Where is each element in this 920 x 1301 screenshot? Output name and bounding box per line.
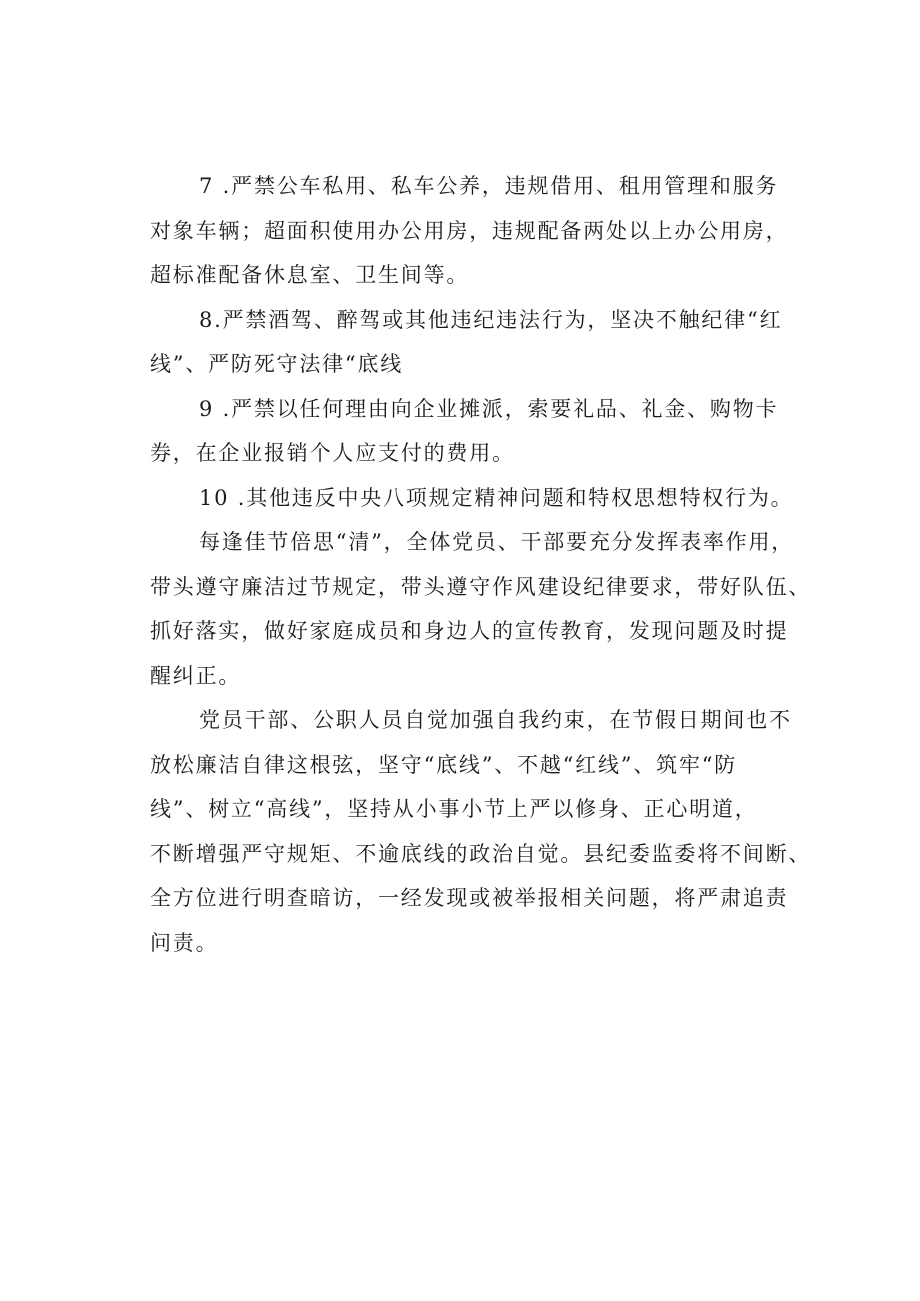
paragraph-festival-line-4: 醒纠正。 <box>150 663 242 688</box>
paragraph-festival-line-1: 每逢佳节倍思“清”，全体党员、干部要充分发挥表率作用， <box>199 530 795 554</box>
item-9-line-2: 券，在企业报销个人应支付的费用。 <box>150 441 515 465</box>
document-body <box>150 164 810 965</box>
paragraph-discipline-line-5: 全方位进行明查暗访，一经发现或被举报相关问题，将严肃追责 <box>150 886 789 910</box>
paragraph-discipline-line-2: 放松廉洁自律这根弦，坚守“底线”、不越“红线”、筑牢“防 <box>150 752 738 777</box>
paragraph-discipline-line-6: 问责。 <box>150 930 219 955</box>
item-8-line-1: 8.严禁酒驾、醉驾或其他违纪违法行为，坚决不触纪律“红 <box>199 307 783 332</box>
item-7-line-1: 7 .严禁公车私用、私车公养，违规借用、租用管理和服务 <box>199 174 779 198</box>
item-9-line-1: 9 .严禁以任何理由向企业摊派，索要礼品、礼金、购物卡 <box>199 396 779 421</box>
paragraph-festival-line-2: 带头遵守廉洁过节规定，带头遵守作风建设纪律要求，带好队伍、 <box>150 574 812 599</box>
item-10-line-1: 10 .其他违反中央八项规定精神问题和特权思想特权行为。 <box>199 485 794 510</box>
paragraph-discipline-line-1: 党员干部、公职人员自觉加强自我约束，在节假日期间也不 <box>199 708 792 732</box>
item-7-line-2: 对象车辆；超面积使用办公用房，违规配备两处以上办公用房， <box>150 218 789 243</box>
paragraph-festival-line-3: 抓好落实，做好家庭成员和身边人的宣传教育，发现问题及时提 <box>150 619 789 643</box>
paragraph-discipline-line-4: 不断增强严守规矩、不逾底线的政治自觉。县纪委监委将不间断、 <box>150 841 812 866</box>
item-8-line-2: 线”、严防死守法律“底线 <box>150 352 404 376</box>
item-7-line-3: 超标准配备休息室、卫生间等。 <box>150 263 470 287</box>
paragraph-discipline-line-3: 线”、树立“高线”，坚持从小事小节上严以修身、正心明道， <box>150 797 758 821</box>
